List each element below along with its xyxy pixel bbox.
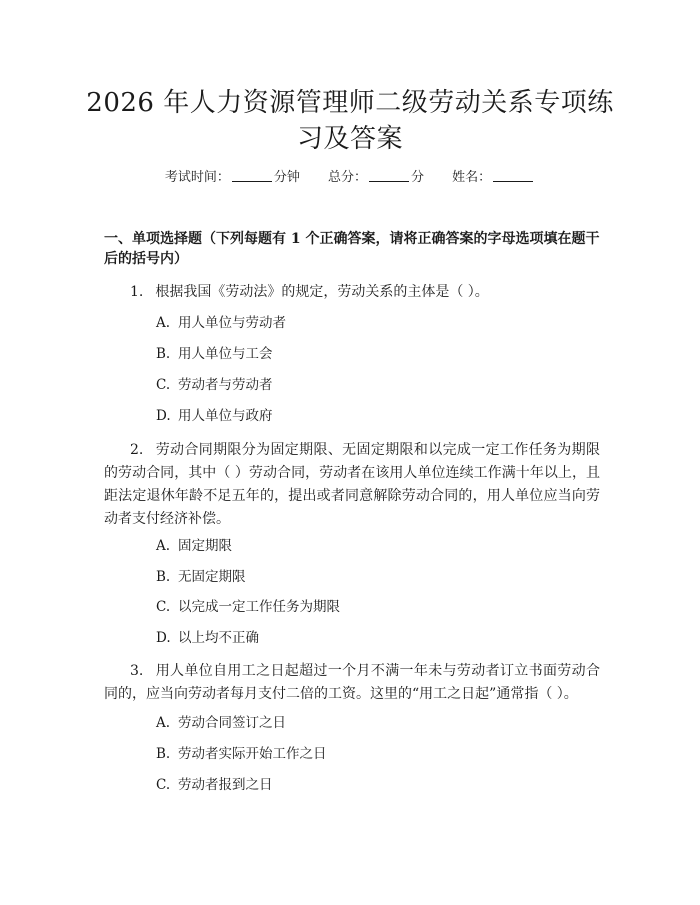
question-number: 2. [130, 442, 144, 458]
question-text: 用人单位自用工之日起超过一个月不满一年未与劳动者订立书面劳动合同的，应当向劳动者每月支付二倍的工资。这里的“用工之日起”通常指（ ）。 [104, 663, 600, 702]
question-3-option-b [156, 744, 327, 764]
question-text: 根据我国《劳动法》的规定，劳动关系的主体是（ ）。 [155, 284, 489, 300]
section-heading [104, 229, 600, 269]
question-number: 3. [130, 663, 144, 679]
option-text: 劳动者实际开始工作之日 [178, 746, 327, 762]
total-score-label: 总分： [327, 170, 367, 185]
question-3-option-c [156, 775, 273, 795]
option-text: 劳动者报到之日 [178, 777, 273, 793]
question-1-option-d [156, 406, 273, 426]
question-1-option-c [156, 375, 273, 395]
question-2-option-a [156, 536, 232, 556]
question-1-option-a [156, 313, 286, 333]
exam-time-label: 考试时间： [164, 170, 230, 185]
option-text: 以完成一定工作任务为期限 [178, 599, 340, 615]
question-2-option-b [156, 567, 246, 587]
document-title-line-1: 2026 年人力资源管理师二级劳动关系专项练 [86, 88, 614, 118]
question-1 [104, 281, 600, 304]
option-letter: A. [156, 715, 171, 731]
total-score-unit: 分 [411, 170, 425, 185]
question-text: 劳动合同期限分为固定期限、无固定期限和以完成一定工作任务为期限的劳动合同，其中（ ）劳动合同，劳动者在该用人单位连续工作满十年以上，且距法定退休年龄不足五年的，提出或者同意解除劳动合同的，用人单位应当向劳动者支付经济补偿。 [104, 442, 600, 527]
question-2-option-c [156, 597, 340, 617]
option-letter: C. [156, 599, 171, 615]
option-letter: D. [156, 408, 171, 424]
option-text: 用人单位与工会 [178, 346, 273, 362]
option-letter: B. [156, 569, 171, 585]
document-title-line-2: 习及答案 [296, 124, 403, 154]
option-text: 以上均不正确 [178, 630, 259, 646]
question-number: 1. [130, 284, 144, 300]
option-letter: B. [156, 346, 171, 362]
total-score-blank [369, 169, 409, 182]
option-text: 固定期限 [178, 538, 232, 554]
option-letter: D. [156, 630, 171, 646]
name-field [452, 168, 535, 188]
exam-info-row [0, 168, 700, 188]
option-text: 无固定期限 [178, 569, 246, 585]
option-text: 用人单位与政府 [178, 408, 273, 424]
question-2-option-d [156, 628, 259, 648]
question-2 [104, 439, 600, 531]
question-3 [104, 660, 600, 706]
question-3-option-a [156, 713, 286, 733]
option-letter: C. [156, 377, 171, 393]
option-text: 用人单位与劳动者 [178, 315, 286, 331]
option-letter: C. [156, 777, 171, 793]
question-1-option-b [156, 344, 273, 364]
option-text: 劳动者与劳动者 [178, 377, 273, 393]
exam-time-unit: 分钟 [273, 170, 300, 185]
exam-time-field [165, 168, 300, 188]
total-score-field [328, 168, 424, 188]
option-letter: A. [156, 538, 171, 554]
option-text: 劳动合同签订之日 [178, 715, 286, 731]
name-blank [493, 169, 533, 182]
option-letter: A. [156, 315, 171, 331]
exam-time-blank [232, 169, 272, 182]
section-heading-line-2: 后的括号内） [104, 251, 188, 267]
option-letter: B. [156, 746, 171, 762]
section-heading-line-1: 一、单项选择题（下列每题有 1 个正确答案，请将正确答案的字母选项填在题干 [104, 231, 600, 247]
name-label: 姓名： [452, 170, 492, 185]
